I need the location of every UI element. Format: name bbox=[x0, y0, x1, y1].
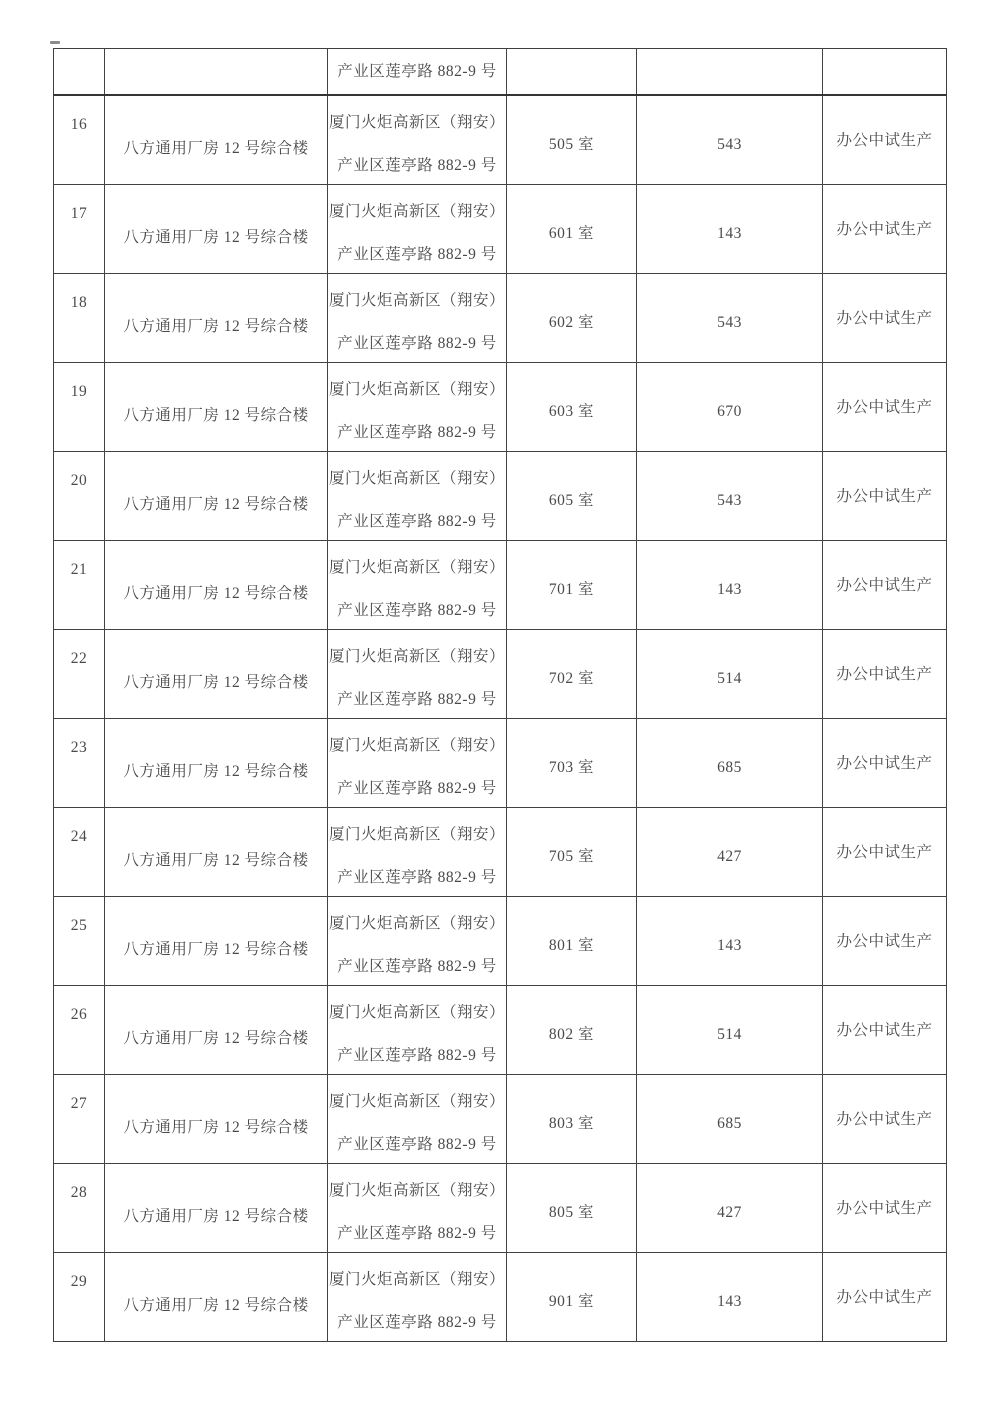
address-cell bbox=[328, 986, 507, 1074]
address-line-1: 厦门火炬高新区（翔安） bbox=[328, 470, 505, 487]
row-index-cell: 20 bbox=[54, 452, 105, 540]
room-cell: 703 室 bbox=[507, 719, 637, 807]
usage-cell: 办公中试生产 bbox=[836, 933, 933, 950]
row-index-cell: 21 bbox=[54, 541, 105, 629]
building-cell: 八方通用厂房 12 号综合楼 bbox=[105, 719, 328, 807]
area-cell: 543 bbox=[637, 452, 823, 540]
address-line-2: 产业区莲亭路 882-9 号 bbox=[337, 424, 497, 441]
room-cell: 705 室 bbox=[507, 808, 637, 896]
row-index-cell: 19 bbox=[54, 363, 105, 451]
row-index-cell bbox=[54, 49, 105, 94]
building-cell: 八方通用厂房 12 号综合楼 bbox=[105, 1075, 328, 1163]
room-cell bbox=[507, 49, 637, 94]
area-cell bbox=[637, 49, 823, 94]
table-row bbox=[54, 274, 946, 363]
address-line-2: 产业区莲亭路 882-9 号 bbox=[337, 1225, 497, 1242]
address-line-1: 厦门火炬高新区（翔安） bbox=[328, 1004, 505, 1021]
row-index-cell: 24 bbox=[54, 808, 105, 896]
address-line-1: 厦门火炬高新区（翔安） bbox=[328, 1271, 505, 1288]
area-cell: 685 bbox=[637, 1075, 823, 1163]
listing-table bbox=[53, 48, 947, 1342]
building-cell: 八方通用厂房 12 号综合楼 bbox=[105, 986, 328, 1074]
address-line-1: 厦门火炬高新区（翔安） bbox=[328, 648, 505, 665]
table-row bbox=[54, 986, 946, 1075]
usage-cell: 办公中试生产 bbox=[836, 1289, 933, 1306]
area-cell: 427 bbox=[637, 808, 823, 896]
usage-cell: 办公中试生产 bbox=[836, 1022, 933, 1039]
row-index-cell: 18 bbox=[54, 274, 105, 362]
table-row bbox=[54, 1075, 946, 1164]
address-line-2: 产业区莲亭路 882-9 号 bbox=[337, 63, 497, 80]
building-cell: 八方通用厂房 12 号综合楼 bbox=[105, 541, 328, 629]
row-index-cell: 28 bbox=[54, 1164, 105, 1252]
row-index-cell: 29 bbox=[54, 1253, 105, 1341]
address-line-1: 厦门火炬高新区（翔安） bbox=[328, 826, 505, 843]
address-line-2: 产业区莲亭路 882-9 号 bbox=[337, 335, 497, 352]
address-line-1: 厦门火炬高新区（翔安） bbox=[328, 1093, 505, 1110]
room-cell: 802 室 bbox=[507, 986, 637, 1074]
row-index-cell: 17 bbox=[54, 185, 105, 273]
address-line-2: 产业区莲亭路 882-9 号 bbox=[337, 513, 497, 530]
address-line-1: 厦门火炬高新区（翔安） bbox=[328, 915, 505, 932]
table-row bbox=[54, 1253, 946, 1341]
room-cell: 803 室 bbox=[507, 1075, 637, 1163]
area-cell: 514 bbox=[637, 630, 823, 718]
area-cell: 143 bbox=[637, 185, 823, 273]
usage-cell: 办公中试生产 bbox=[836, 399, 933, 416]
address-line-2: 产业区莲亭路 882-9 号 bbox=[337, 869, 497, 886]
usage-cell: 办公中试生产 bbox=[836, 666, 933, 683]
table-row bbox=[54, 452, 946, 541]
address-line-2: 产业区莲亭路 882-9 号 bbox=[337, 1136, 497, 1153]
building-cell: 八方通用厂房 12 号综合楼 bbox=[105, 630, 328, 718]
address-cell bbox=[328, 274, 507, 362]
room-cell: 805 室 bbox=[507, 1164, 637, 1252]
row-index-cell: 16 bbox=[54, 96, 105, 184]
address-cell bbox=[328, 96, 507, 184]
room-cell: 603 室 bbox=[507, 363, 637, 451]
area-cell: 543 bbox=[637, 274, 823, 362]
address-line-2: 产业区莲亭路 882-9 号 bbox=[337, 157, 497, 174]
area-cell: 670 bbox=[637, 363, 823, 451]
usage-cell: 办公中试生产 bbox=[836, 577, 933, 594]
area-cell: 143 bbox=[637, 541, 823, 629]
address-line-1: 厦门火炬高新区（翔安） bbox=[328, 1182, 505, 1199]
building-cell: 八方通用厂房 12 号综合楼 bbox=[105, 274, 328, 362]
address-cell bbox=[328, 1164, 507, 1252]
address-line-1: 厦门火炬高新区（翔安） bbox=[328, 292, 505, 309]
table-row-partial bbox=[54, 49, 946, 96]
address-line-1: 厦门火炬高新区（翔安） bbox=[328, 559, 505, 576]
room-cell: 701 室 bbox=[507, 541, 637, 629]
address-line-1: 厦门火炬高新区（翔安） bbox=[328, 381, 505, 398]
table-row bbox=[54, 541, 946, 630]
room-cell: 605 室 bbox=[507, 452, 637, 540]
address-line-2: 产业区莲亭路 882-9 号 bbox=[337, 691, 497, 708]
building-cell: 八方通用厂房 12 号综合楼 bbox=[105, 363, 328, 451]
usage-cell: 办公中试生产 bbox=[836, 1200, 933, 1217]
table-row bbox=[54, 96, 946, 185]
table-row bbox=[54, 897, 946, 986]
building-cell: 八方通用厂房 12 号综合楼 bbox=[105, 1253, 328, 1341]
address-cell bbox=[328, 808, 507, 896]
usage-cell: 办公中试生产 bbox=[836, 221, 933, 238]
building-cell: 八方通用厂房 12 号综合楼 bbox=[105, 185, 328, 273]
address-line-2: 产业区莲亭路 882-9 号 bbox=[337, 1047, 497, 1064]
building-cell: 八方通用厂房 12 号综合楼 bbox=[105, 452, 328, 540]
address-cell bbox=[328, 185, 507, 273]
row-index-cell: 25 bbox=[54, 897, 105, 985]
usage-cell: 办公中试生产 bbox=[836, 844, 933, 861]
address-cell bbox=[328, 1253, 507, 1341]
address-cell bbox=[328, 897, 507, 985]
table-row bbox=[54, 808, 946, 897]
room-cell: 601 室 bbox=[507, 185, 637, 273]
building-cell: 八方通用厂房 12 号综合楼 bbox=[105, 897, 328, 985]
row-index-cell: 22 bbox=[54, 630, 105, 718]
address-line-2: 产业区莲亭路 882-9 号 bbox=[337, 246, 497, 263]
address-line-2: 产业区莲亭路 882-9 号 bbox=[337, 602, 497, 619]
usage-cell: 办公中试生产 bbox=[836, 132, 933, 149]
table-row bbox=[54, 363, 946, 452]
usage-cell: 办公中试生产 bbox=[836, 488, 933, 505]
address-cell bbox=[328, 719, 507, 807]
address-cell bbox=[328, 363, 507, 451]
area-cell: 143 bbox=[637, 1253, 823, 1341]
cut-text-artifact bbox=[50, 41, 60, 44]
address-cell bbox=[328, 630, 507, 718]
building-cell: 八方通用厂房 12 号综合楼 bbox=[105, 96, 328, 184]
table-body bbox=[54, 96, 946, 1341]
usage-cell bbox=[823, 49, 946, 94]
table-row bbox=[54, 185, 946, 274]
room-cell: 505 室 bbox=[507, 96, 637, 184]
room-cell: 901 室 bbox=[507, 1253, 637, 1341]
usage-cell: 办公中试生产 bbox=[836, 755, 933, 772]
address-line-2: 产业区莲亭路 882-9 号 bbox=[337, 958, 497, 975]
area-cell: 427 bbox=[637, 1164, 823, 1252]
address-line-2: 产业区莲亭路 882-9 号 bbox=[337, 1314, 497, 1331]
row-index-cell: 26 bbox=[54, 986, 105, 1074]
area-cell: 685 bbox=[637, 719, 823, 807]
area-cell: 143 bbox=[637, 897, 823, 985]
area-cell: 514 bbox=[637, 986, 823, 1074]
usage-cell: 办公中试生产 bbox=[836, 1111, 933, 1128]
table-row bbox=[54, 719, 946, 808]
building-cell: 八方通用厂房 12 号综合楼 bbox=[105, 808, 328, 896]
address-line-1: 厦门火炬高新区（翔安） bbox=[328, 114, 505, 131]
area-cell: 543 bbox=[637, 96, 823, 184]
room-cell: 702 室 bbox=[507, 630, 637, 718]
table-row bbox=[54, 630, 946, 719]
address-line-1: 厦门火炬高新区（翔安） bbox=[328, 203, 505, 220]
row-index-cell: 23 bbox=[54, 719, 105, 807]
address-cell bbox=[328, 541, 507, 629]
address-line-1: 厦门火炬高新区（翔安） bbox=[328, 737, 505, 754]
address-cell bbox=[328, 1075, 507, 1163]
row-index-cell: 27 bbox=[54, 1075, 105, 1163]
room-cell: 602 室 bbox=[507, 274, 637, 362]
building-cell: 八方通用厂房 12 号综合楼 bbox=[105, 1164, 328, 1252]
address-line-2: 产业区莲亭路 882-9 号 bbox=[337, 780, 497, 797]
building-cell bbox=[105, 49, 328, 94]
address-cell bbox=[328, 49, 507, 94]
address-cell bbox=[328, 452, 507, 540]
usage-cell: 办公中试生产 bbox=[836, 310, 933, 327]
table-row bbox=[54, 1164, 946, 1253]
room-cell: 801 室 bbox=[507, 897, 637, 985]
